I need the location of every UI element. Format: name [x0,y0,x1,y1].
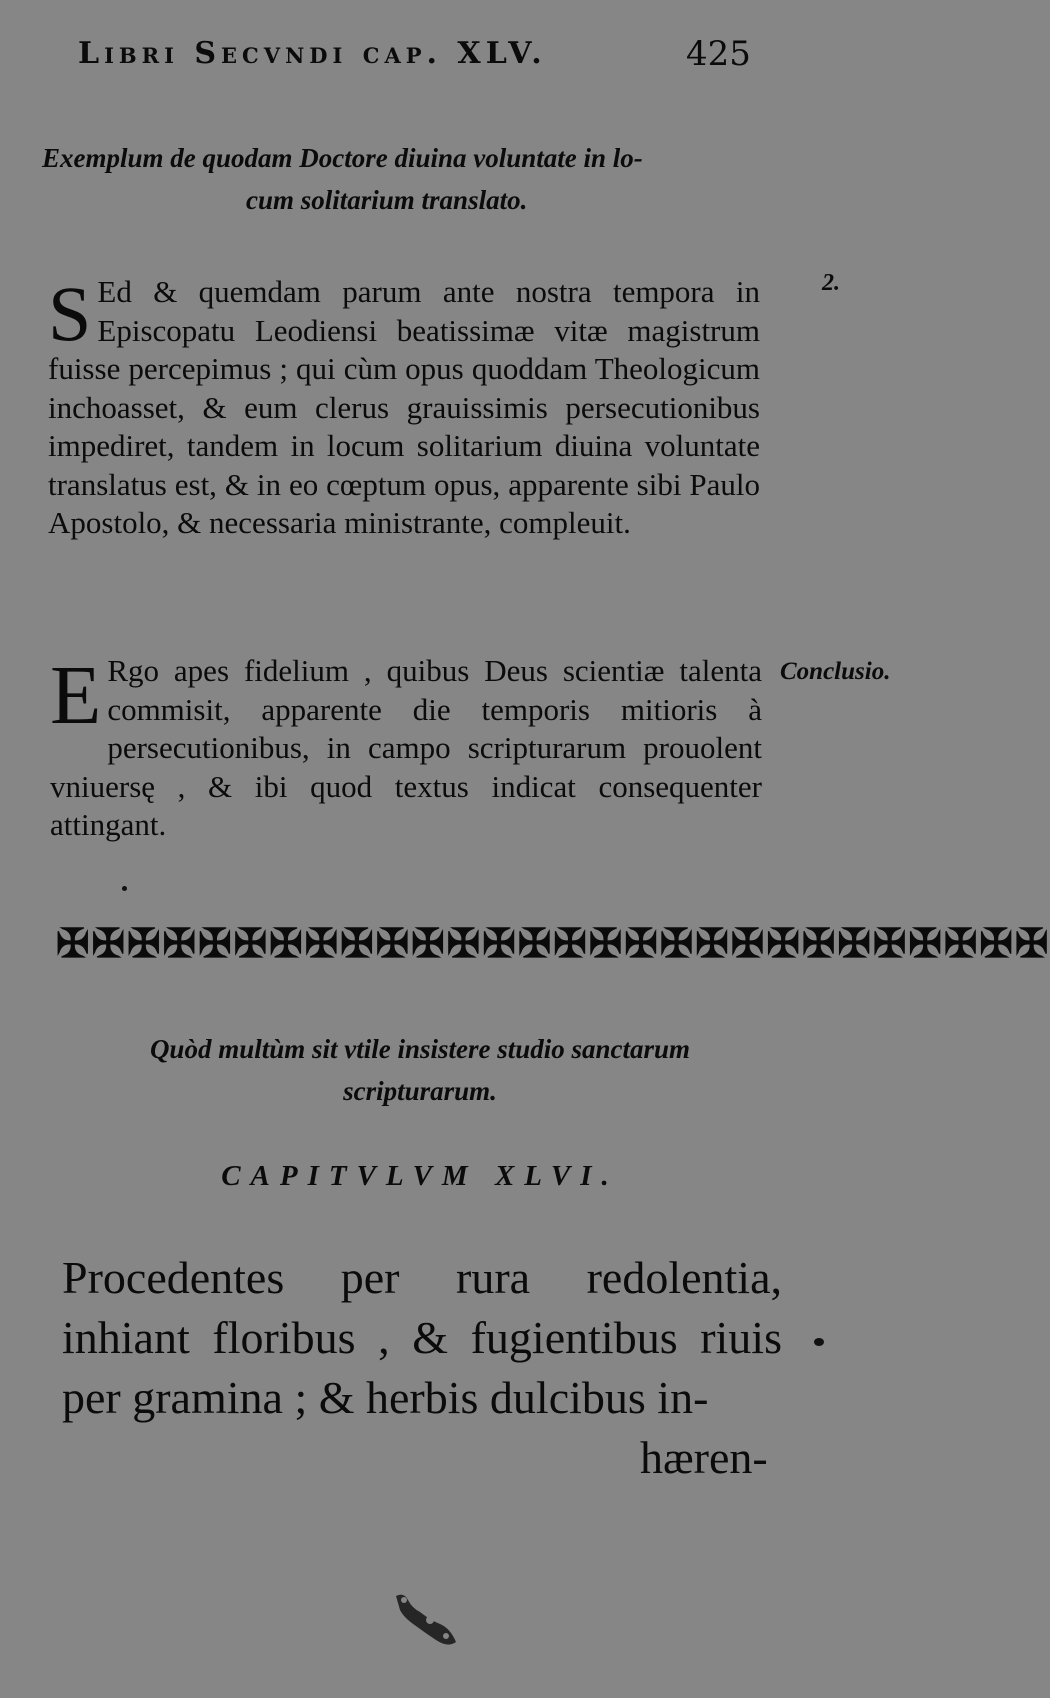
smudge-graphic [390,1590,462,1650]
chapter-title-line1: Quòd multùm sit vtile insistere studio sanctarum [149,1034,691,1064]
chapter-opening-paragraph: Procedentes per rura redolentia, inhiant floribus , & fugientibus riuis per gramina ; & herbis dulcibus in- [62,1252,782,1423]
section-title-line2: cum solitarium translato. [246,185,528,215]
chapter-number: CAPITVLVM XLVI. [221,1160,619,1192]
running-head: Libri Secvndi cap. XLV. [78,36,547,71]
ink-speck [814,1338,824,1346]
section-title-line1: Exemplum de quodam Doctore diuina voluntate in lo- [42,143,643,173]
margin-number: 2. [822,270,840,296]
chapter-title [60,1028,780,1112]
ink-speck [122,886,127,891]
dropcap-s: S [48,270,92,357]
paragraph-2-text: Rgo apes fidelium , quibus Deus scientiæ talenta commisit, apparente die temporis mitioris à persecutionibus, in campo scripturarum prouolent vniuersę , & ibi quod textus indicat consequenter attingant. [50,653,762,842]
ornamental-divider: ✠✠✠✠✠✠✠✠✠✠✠✠✠✠✠✠✠✠✠✠✠✠✠✠✠✠✠✠ [56,920,1050,967]
dropcap-e: E [50,649,102,742]
paragraph-2 [50,649,762,845]
paragraph-1 [48,270,760,543]
margin-note-conclusio: Conclusio. [780,658,891,685]
paragraph-1-text: Ed & quemdam parum ante nostra tempora in Episcopatu Leodiensi beatissimæ vitæ magistrum fuisse percepimus ; qui cùm opus quoddam Theologicum inchoasset, & eum clerus grauissimis persecutionibus impediret, tandem in locum solitarium diuina voluntate translatus est, & in eo cœptum opus, apparente sibi Paulo Apostolo, & necessaria ministrante, compleuit. [48,274,760,540]
chapter-title-line2: scripturarum. [343,1076,497,1106]
catchword: hæren- [640,1432,768,1483]
ink-smudge [390,1590,462,1650]
page-number: 425 [686,34,751,74]
